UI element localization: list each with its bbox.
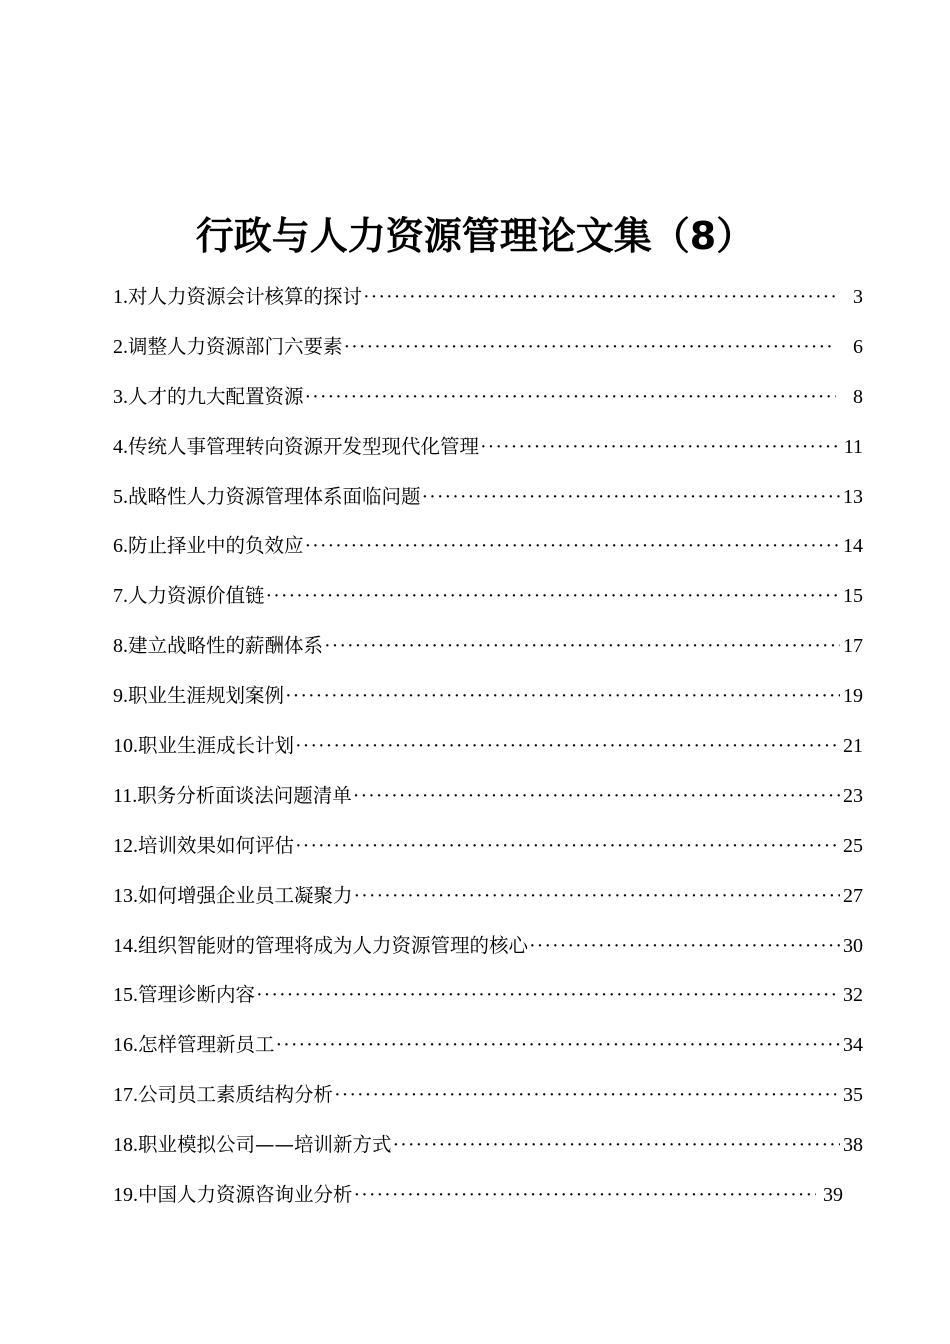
toc-entry-number: 9.	[113, 685, 128, 708]
toc-entry-title: 建立战略性的薪酬体系	[128, 634, 324, 658]
toc-entry-number: 10.	[113, 735, 138, 758]
toc-entry-page: 23	[843, 784, 863, 807]
toc-entry-page: 17	[843, 635, 863, 658]
toc-entry[interactable]	[113, 871, 863, 921]
toc-entry[interactable]	[113, 422, 863, 472]
toc-entry[interactable]	[113, 322, 863, 372]
toc-entry-title: 职业生涯规划案例	[128, 684, 285, 708]
toc-entry-number: 4.	[113, 435, 128, 458]
toc-entry-number: 12.	[113, 834, 138, 857]
toc-entry-page: 30	[843, 934, 863, 957]
toc-entry-number: 13.	[113, 884, 138, 907]
toc-entry-page: 13	[843, 485, 863, 508]
toc-entry[interactable]	[113, 1020, 863, 1070]
toc-entry-title: 对人力资源会计核算的探讨	[128, 285, 363, 308]
toc-entry[interactable]	[113, 1070, 863, 1120]
toc-entry-page: 8	[853, 385, 863, 408]
toc-entry[interactable]	[113, 921, 863, 971]
toc-dot-leader	[334, 1071, 840, 1121]
toc-entry-number: 16.	[113, 1034, 138, 1057]
toc-entry-number: 18.	[113, 1134, 138, 1157]
toc-dot-leader	[295, 822, 840, 872]
toc-entry-title: 人才的九大配置资源	[128, 384, 304, 408]
toc-dot-leader	[324, 622, 840, 672]
toc-entry-title: 公司员工素质结构分析	[138, 1083, 334, 1107]
toc-entry-number: 8.	[113, 635, 128, 658]
toc-entry-page: 19	[843, 685, 863, 708]
toc-dot-leader	[422, 473, 840, 523]
toc-dot-leader	[344, 323, 836, 373]
toc-entry-number: 1.	[113, 286, 128, 308]
toc-dot-leader	[295, 722, 840, 772]
document-title: 行政与人力资源管理论文集（8）	[195, 214, 755, 258]
toc-entry-page: 3	[853, 286, 863, 308]
toc-entry-page: 34	[843, 1034, 863, 1057]
toc-dot-leader	[285, 672, 840, 722]
toc-dot-leader	[480, 423, 840, 473]
toc-entry-page: 35	[843, 1084, 863, 1107]
toc-entry-title: 调整人力资源部门六要素	[128, 334, 343, 358]
toc-entry-page: 15	[843, 585, 863, 608]
toc-entry[interactable]	[113, 521, 863, 571]
toc-dot-leader	[354, 872, 840, 922]
toc-entry-title: 防止择业中的负效应	[128, 534, 304, 558]
toc-entry[interactable]	[113, 970, 863, 1020]
toc-entry-page: 38	[843, 1134, 863, 1157]
toc-dot-leader	[305, 373, 836, 423]
toc-entry-title: 职业模拟公司——培训新方式	[138, 1133, 392, 1157]
toc-entry-title: 管理诊断内容	[138, 983, 256, 1007]
toc-entry[interactable]	[113, 1120, 863, 1170]
toc-dot-leader	[393, 1121, 840, 1171]
toc-entry-number: 15.	[113, 984, 138, 1007]
toc-entry-title: 传统人事管理转向资源开发型现代化管理	[128, 434, 480, 458]
toc-entry[interactable]	[113, 671, 863, 721]
toc-dot-leader	[353, 772, 840, 822]
toc-entry[interactable]	[113, 821, 863, 871]
toc-entry-page: 39	[823, 1184, 843, 1207]
toc-entry-page: 27	[843, 884, 863, 907]
toc-entry-page: 25	[843, 834, 863, 857]
toc-dot-leader	[276, 1021, 840, 1071]
toc-entry-title: 职务分析面谈法问题清单	[137, 783, 352, 807]
toc-entry[interactable]	[113, 372, 863, 422]
toc-entry-page: 21	[843, 735, 863, 758]
toc-entry-title: 中国人力资源咨询业分析	[138, 1183, 353, 1207]
toc-dot-leader	[266, 572, 840, 622]
toc-entry-page: 11	[843, 435, 863, 458]
toc-entry-number: 2.	[113, 335, 128, 358]
toc-dot-leader	[529, 922, 840, 972]
toc-entry-title: 职业生涯成长计划	[138, 734, 295, 758]
toc-entry-title: 战略性人力资源管理体系面临问题	[128, 484, 421, 508]
toc-entry-title: 怎样管理新员工	[138, 1033, 275, 1057]
toc-dot-leader	[354, 1171, 816, 1221]
table-of-contents	[113, 272, 863, 1220]
toc-entry[interactable]	[113, 1170, 843, 1220]
toc-entry-title: 人力资源价值链	[128, 584, 265, 608]
toc-entry-page: 6	[853, 335, 863, 358]
toc-entry[interactable]	[113, 721, 863, 771]
toc-entry[interactable]	[113, 272, 863, 322]
toc-entry-number: 19.	[113, 1184, 138, 1207]
toc-entry-page: 32	[843, 984, 863, 1007]
toc-entry-page: 14	[843, 535, 863, 558]
toc-entry-number: 6.	[113, 535, 128, 558]
toc-entry[interactable]	[113, 571, 863, 621]
toc-entry-number: 17.	[113, 1084, 138, 1107]
toc-dot-leader	[363, 273, 836, 323]
toc-entry-title: 组织智能财的管理将成为人力资源管理的核心	[138, 933, 529, 957]
toc-dot-leader	[305, 522, 840, 572]
toc-entry[interactable]	[113, 621, 863, 671]
toc-entry-number: 14.	[113, 934, 138, 957]
toc-entry-title: 培训效果如何评估	[138, 833, 295, 857]
toc-entry[interactable]	[113, 472, 863, 522]
toc-entry-number: 7.	[113, 585, 128, 608]
toc-dot-leader	[256, 971, 840, 1021]
toc-entry-title: 如何增强企业员工凝聚力	[138, 883, 353, 907]
toc-entry-number: 3.	[113, 385, 128, 408]
toc-entry[interactable]	[113, 771, 863, 821]
toc-entry-number: 5.	[113, 485, 128, 508]
toc-entry-number: 11.	[113, 784, 138, 807]
